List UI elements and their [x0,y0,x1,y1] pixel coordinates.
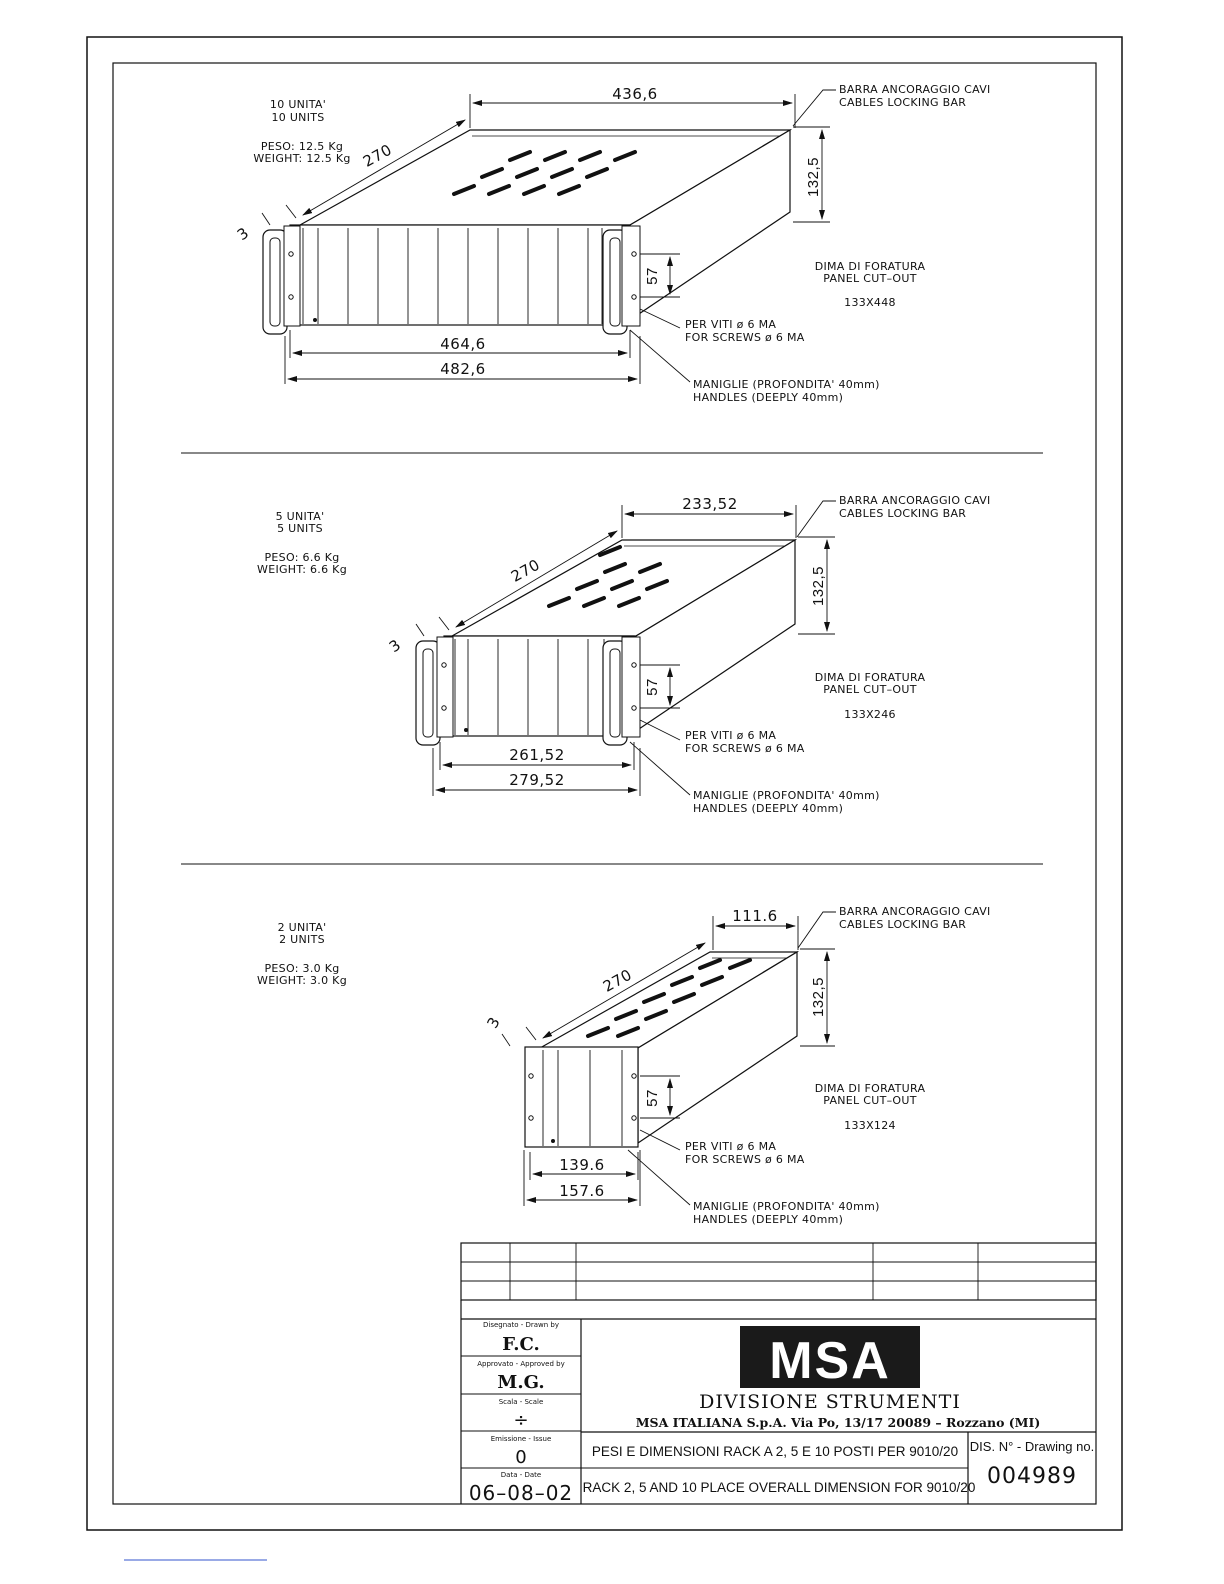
rack10-cutout-en: PANEL CUT–OUT [823,272,917,285]
rack5-handles-it: MANIGLIE (PROFONDITA' 40mm) [693,789,880,802]
rack2-weight: WEIGHT: 3.0 Kg [257,974,347,987]
rack2-handles-it: MANIGLIE (PROFONDITA' 40mm) [693,1200,880,1213]
rack2-top-width: 111.6 [732,907,778,925]
rack-10-units [234,83,991,404]
rack2-inner-width: 139.6 [559,1156,605,1174]
title-english: RACK 2, 5 AND 10 PLACE OVERALL DIMENSION FOR 9010/20 [582,1480,976,1495]
rack10-handles-en: HANDLES (DEEPLY 40mm) [693,391,844,404]
rack-5-units [257,494,991,815]
issue-label: Emissione - Issue [490,1435,552,1443]
title-italian: PESI E DIMENSIONI RACK A 2, 5 E 10 POSTI PER 9010/20 [591,1444,959,1459]
rack10-bar-en: CABLES LOCKING BAR [839,96,967,109]
rack10-units-it: 10 UNITA' [269,98,327,111]
rack10-outer-width: 482,6 [440,360,486,378]
rack2-outer-width: 157.6 [559,1182,605,1200]
rack2-screws-en: FOR SCREWS ø 6 MA [685,1153,805,1166]
rack10-cutout-size: 133X448 [844,296,896,309]
rack2-units-it: 2 UNITA' [277,921,327,934]
rack2-cutout-it: DIMA DI FORATURA [814,1082,926,1095]
rack10-left-handle [263,230,287,334]
rack10-hole-spacing: 57 [644,267,661,285]
msa-logo [740,1326,920,1390]
company-address: MSA ITALIANA S.p.A. Via Po, 13/17 20089 – Rozzano (MI) [635,1415,1041,1430]
rack10-height: 132,5 [805,156,822,198]
scale-label: Scala - Scale [498,1398,544,1406]
rack5-peso: PESO: 6.6 Kg [264,551,340,564]
rack5-units-it: 5 UNITA' [275,510,325,523]
rack2-cutout-en: PANEL CUT–OUT [823,1094,917,1107]
rack10-weight: WEIGHT: 12.5 Kg [253,152,351,165]
rack5-height: 132,5 [810,565,827,607]
rack2-peso: PESO: 3.0 Kg [264,962,340,975]
rack5-units-en: 5 UNITS [277,522,323,535]
rack10-units-en: 10 UNITS [271,111,325,124]
rack5-hole-spacing: 57 [644,678,661,696]
rack2-handles-en: HANDLES (DEEPLY 40mm) [693,1213,844,1226]
rack5-cutout-en: PANEL CUT–OUT [823,683,917,696]
drawing-number: 004989 [987,1464,1077,1489]
rack2-height: 132,5 [810,976,827,1018]
rack5-inner-width: 261,52 [509,746,565,764]
rack10-handle-offset: 3 [233,223,253,245]
rack2-screws-it: PER VITI ø 6 MA [685,1140,777,1153]
rack5-cutout-it: DIMA DI FORATURA [814,671,926,684]
rack5-cutout-size: 133X246 [844,708,896,721]
rack10-front-panel [290,225,630,325]
rack5-top-width: 233,52 [682,495,738,513]
rack10-cutout-it: DIMA DI FORATURA [814,260,926,273]
rack10-peso: PESO: 12.5 Kg [260,140,344,153]
rack-2-units [257,905,991,1226]
rack10-bar-it: BARRA ANCORAGGIO CAVI [839,83,991,96]
issue-value: 0 [515,1447,527,1468]
date-label: Data - Date [500,1471,542,1479]
rack2-hole-spacing: 57 [644,1089,661,1107]
rack5-weight: WEIGHT: 6.6 Kg [257,563,347,576]
rack5-depth: 270 [508,555,544,586]
approved-by-value: M.G. [497,1372,545,1393]
rack5-left-handle [416,641,440,745]
rack5-outer-width: 279,52 [509,771,565,789]
rack2-units-en: 2 UNITS [279,933,325,946]
rack2-bar-en: CABLES LOCKING BAR [839,918,967,931]
rack5-screws-en: FOR SCREWS ø 6 MA [685,742,805,755]
division-name: DIVISIONE STRUMENTI [699,1391,961,1413]
drawn-by-label: Disegnato - Drawn by [483,1321,559,1329]
date-value: 06–08–02 [468,1481,574,1505]
rack5-bar-en: CABLES LOCKING BAR [839,507,967,520]
rack2-depth: 270 [600,965,636,996]
rack10-screws-it: PER VITI ø 6 MA [685,318,777,331]
rack5-handle-offset: 3 [385,635,405,657]
rack2-front-panel [525,1047,638,1147]
rack2-handle-offset: 3 [483,1013,504,1032]
approved-by-label: Approvato - Approved by [477,1360,565,1368]
scale-value: ÷ [513,1410,529,1431]
logo-text: MSA [769,1332,891,1390]
rack10-depth: 270 [360,140,396,171]
rack10-inner-width: 464,6 [440,335,486,353]
rack5-screws-it: PER VITI ø 6 MA [685,729,777,742]
rack10-screws-en: FOR SCREWS ø 6 MA [685,331,805,344]
drawing-no-label: DIS. N° - Drawing no. [969,1439,1095,1454]
rack5-handles-en: HANDLES (DEEPLY 40mm) [693,802,844,815]
rack5-bar-it: BARRA ANCORAGGIO CAVI [839,494,991,507]
rack10-handles-it: MANIGLIE (PROFONDITA' 40mm) [693,378,880,391]
rack2-cutout-size: 133X124 [844,1119,896,1132]
rack10-top-width: 436,6 [612,85,658,103]
rack2-bar-it: BARRA ANCORAGGIO CAVI [839,905,991,918]
drawn-by-value: F.C. [502,1334,540,1355]
